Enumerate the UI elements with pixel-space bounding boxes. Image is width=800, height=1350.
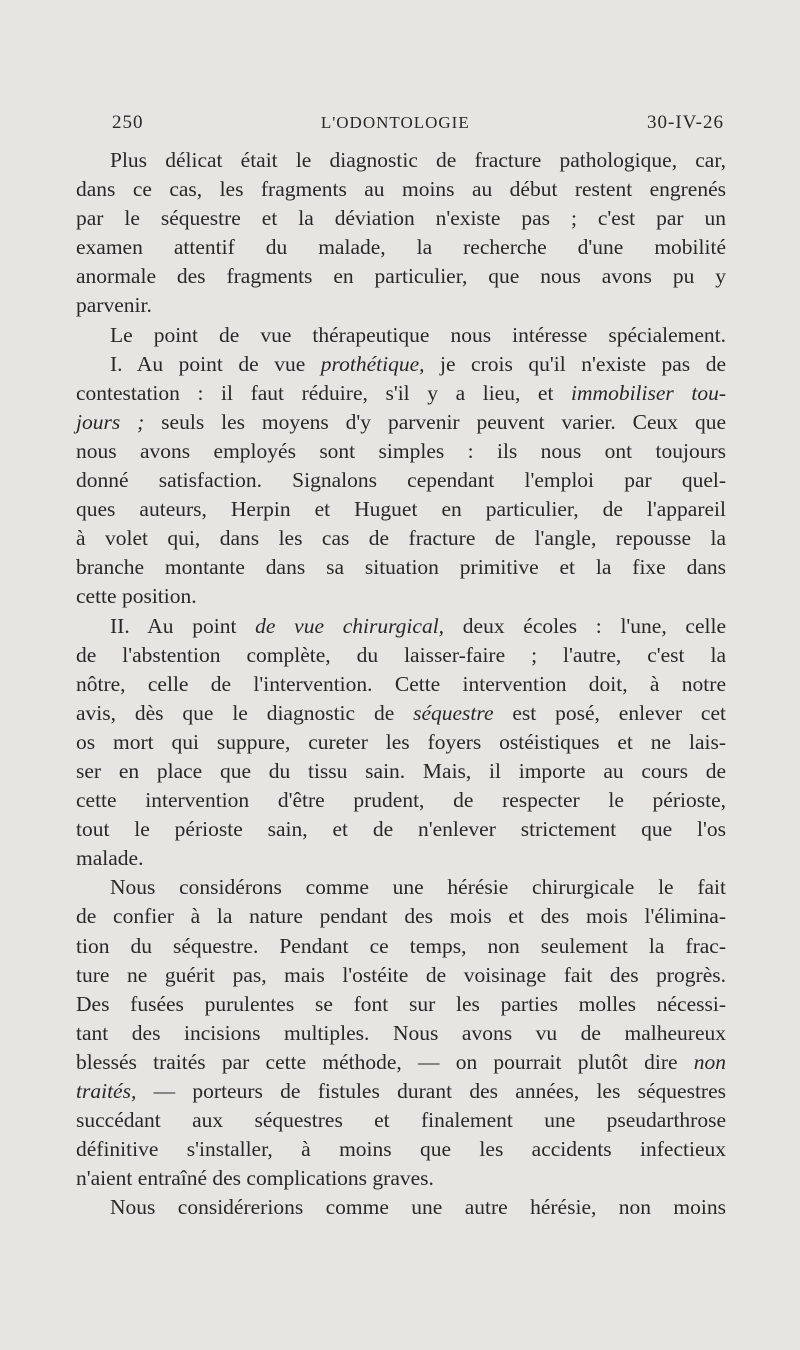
text-line [76, 902, 726, 931]
text-segment: deux écoles : l'une, celle [444, 613, 727, 638]
text-segment: tion du séquestre. Pendant ce temps, non seulement la frac- [76, 933, 726, 958]
text-segment: de confier à la nature pendant des mois et des mois l'élimina- [76, 904, 726, 929]
text-line [76, 990, 726, 1019]
text-segment: malade. [76, 846, 144, 871]
text-line [76, 1106, 726, 1135]
text-segment: de l'abstention complète, du laisser-faire ; l'autre, c'est la [76, 642, 726, 667]
text-segment: n'aient entraîné des complications graves. [76, 1166, 434, 1191]
page-number: 250 [112, 112, 144, 133]
text-segment: nôtre, celle de l'intervention. Cette intervention doit, à notre [76, 671, 726, 696]
text-line [76, 1077, 726, 1106]
text-segment: II. Au point [110, 613, 256, 638]
text-line [76, 175, 726, 204]
text-segment: donné satisfaction. Signalons cependant l'emploi par quel- [76, 468, 726, 493]
text-segment: Plus délicat était le diagnostic de fracture pathologique, car, [110, 148, 726, 172]
text-segment: — porteurs de fistules durant des années, les séquestres [136, 1079, 726, 1103]
text-line [76, 728, 726, 757]
text-line [76, 321, 726, 350]
text-line [76, 1019, 726, 1048]
text-line [76, 204, 726, 233]
text-segment: je crois qu'il n'existe pas de [424, 351, 726, 376]
text-segment: définitive s'installer, à moins que les accidents infectieux [76, 1137, 726, 1162]
text-segment: cette position. [76, 584, 197, 609]
text-line [76, 932, 726, 961]
text-line [76, 757, 726, 786]
text-line [76, 233, 726, 262]
text-segment: I. Au point de vue [110, 351, 321, 376]
text-segment: tant des incisions multiples. Nous avons vu de malheureux [76, 1020, 726, 1045]
text-line [76, 437, 726, 466]
italic-text: non [693, 1049, 726, 1074]
text-line [76, 291, 726, 320]
text-line [76, 262, 726, 291]
body-text [76, 146, 726, 1222]
text-line [76, 146, 726, 175]
text-line [76, 1193, 726, 1222]
text-segment: os mort qui suppure, cureter les foyers ostéistiques et ne lais- [76, 729, 726, 754]
text-segment: contestation : il faut réduire, s'il y a lieu, et [76, 380, 572, 405]
italic-text: traités, [76, 1079, 137, 1103]
text-segment: est posé, enlever cet [493, 700, 726, 725]
text-line [76, 408, 726, 437]
text-segment: seuls les moyens d'y parvenir peuvent varier. Ceux que [144, 409, 726, 434]
text-segment: nous avons employés sont simples : ils nous ont toujours [76, 438, 726, 463]
text-line [76, 844, 726, 873]
text-line [76, 641, 726, 670]
text-line [76, 553, 726, 582]
text-segment: succédant aux séquestres et finalement une pseudarthrose [76, 1108, 726, 1133]
text-line [76, 1135, 726, 1164]
text-segment: blessés traités par cette méthode, — on pourrait plutôt dire [76, 1049, 694, 1074]
text-segment: tout le périoste sain, et de n'enlever strictement que l'os [76, 817, 726, 842]
italic-text: prothétique, [320, 351, 425, 376]
issue-date: 30-IV-26 [647, 112, 724, 133]
text-segment: avis, dès que le diagnostic de [76, 700, 414, 725]
text-segment: cette intervention d'être prudent, de respecter le périoste, [76, 788, 726, 813]
running-header [112, 112, 724, 142]
text-segment: ques auteurs, Herpin et Huguet en particulier, de l'appareil [76, 497, 726, 522]
text-segment: dans ce cas, les fragments au moins au début restent engrenés [76, 177, 726, 202]
journal-title: L'ODONTOLOGIE [320, 113, 470, 132]
italic-text: de vue chirurgical, [255, 613, 445, 638]
text-line [76, 961, 726, 990]
text-line [76, 379, 726, 408]
text-line [76, 582, 726, 611]
text-line [76, 786, 726, 815]
text-line [76, 466, 726, 495]
text-line [76, 815, 726, 844]
text-segment: Le point de vue thérapeutique nous intéresse spécialement. [110, 322, 726, 347]
text-segment: ser en place que du tissu sain. Mais, il importe au cours de [76, 758, 726, 783]
text-line [76, 1048, 726, 1077]
italic-text: séquestre [413, 700, 494, 725]
text-segment: Des fusées purulentes se font sur les parties molles nécessi- [76, 991, 726, 1016]
text-segment: Nous considérons comme une hérésie chirurgicale le fait [110, 875, 726, 900]
italic-text: immobiliser tou- [571, 380, 726, 405]
text-line [76, 670, 726, 699]
text-segment: branche montante dans sa situation primitive et la fixe dans [76, 555, 726, 580]
text-line [76, 699, 726, 728]
text-segment: anormale des fragments en particulier, que nous avons pu y [76, 264, 726, 289]
text-segment: ture ne guérit pas, mais l'ostéite de voisinage fait des progrès. [76, 962, 726, 987]
text-line [76, 495, 726, 524]
text-segment: à volet qui, dans les cas de fracture de l'angle, repousse la [76, 526, 726, 551]
text-line [76, 873, 726, 902]
text-segment: Nous considérerions comme une autre hérésie, non moins [110, 1195, 726, 1220]
text-line [76, 612, 726, 641]
text-segment: parvenir. [76, 293, 152, 318]
text-line [76, 524, 726, 553]
text-line [76, 1164, 726, 1193]
text-segment: par le séquestre et la déviation n'existe pas ; c'est par un [76, 206, 726, 231]
text-segment: examen attentif du malade, la recherche d'une mobilité [76, 235, 726, 260]
text-line [76, 350, 726, 379]
italic-text: jours ; [76, 409, 145, 434]
